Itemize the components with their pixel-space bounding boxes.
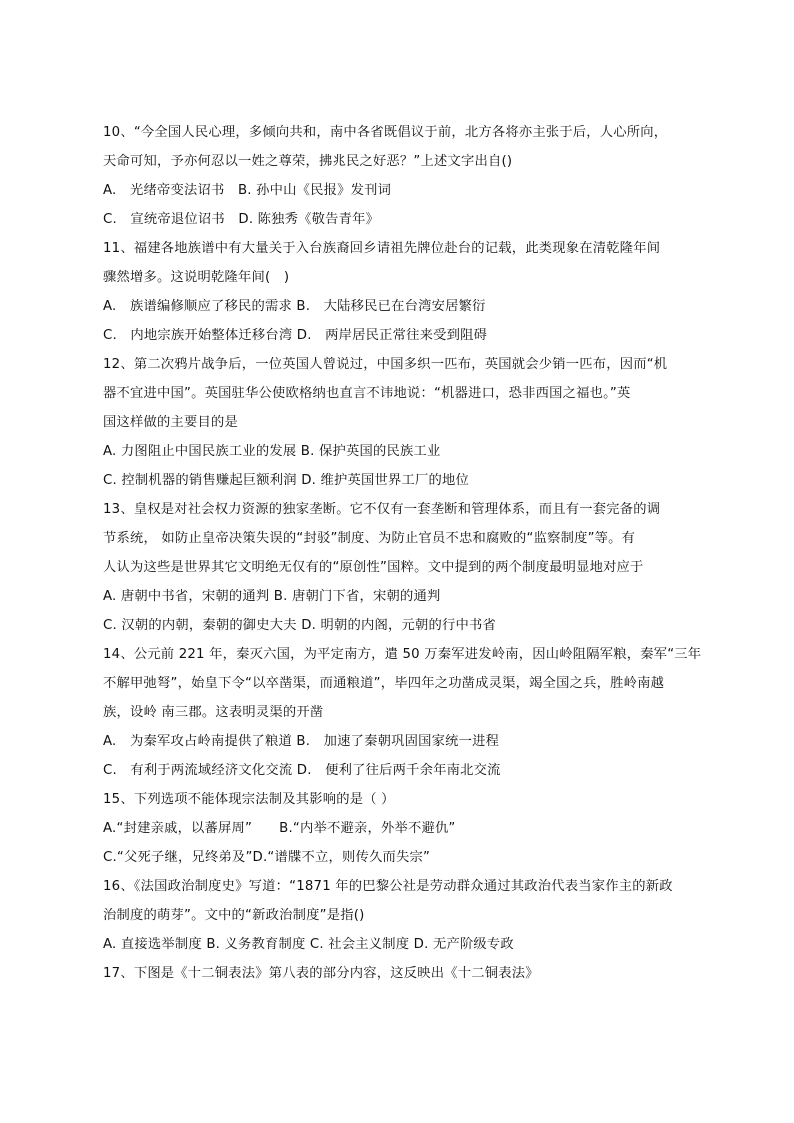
question-12-line-2: 器不宜进中国”。英国驻华公使欧格纳也直言不讳地说：“机器进口，恐非西国之福也。”英: [103, 386, 631, 401]
question-13-line-2: 节系统， 如防止皇帝决策失误的“封驳”制度、为防止官员不忠和腐败的“监察制度”等。有: [103, 531, 636, 546]
question-14-line-1: 14、公元前 221 年，秦灭六国，为平定南方，遣 50 万秦军进发岭南，因山岭阻隔军粮，秦军“三年: [103, 647, 702, 662]
question-13-line-3: 人认为这些是世界其它文明绝无仅有的“原创性”国粹。文中提到的两个制度最明显地对应于: [103, 560, 644, 575]
question-14-options-ab: A. 为秦军攻占岭南提供了粮道 B. 加速了秦朝巩固国家统一进程: [103, 734, 500, 749]
question-11-line-2: 骤然增多。这说明乾隆年间( ): [103, 270, 290, 285]
question-10-options-cd: C. 宣统帝退位诏书 D. 陈独秀《敬告青年》: [103, 212, 380, 227]
question-15-options-cd: C.“父死子继，兄终弟及”D.“谱牒不立，则传久而失宗”: [103, 850, 431, 865]
question-13-options-cd: C. 汉朝的内朝，秦朝的御史大夫 D. 明朝的内阁，元朝的行中书省: [103, 618, 496, 633]
question-16-line-1: 16、《法国政治制度史》写道：“1871 年的巴黎公社是劳动群众通过其政治代表当家作主的新政: [103, 879, 673, 894]
question-10-line-1: 10、“今全国人民心理，多倾向共和，南中各省既倡议于前，北方各将亦主张于后，人心所向，: [103, 125, 668, 140]
question-12-options-cd: C. 控制机器的销售赚起巨额利润 D. 维护英国世界工厂的地位: [103, 473, 469, 488]
question-16-options: A. 直接选举制度 B. 义务教育制度 C. 社会主义制度 D. 无产阶级专政: [103, 937, 514, 952]
question-13-options-ab: A. 唐朝中书省，宋朝的通判 B. 唐朝门下省，宋朝的通判: [103, 589, 441, 604]
question-12-line-1: 12、第二次鸦片战争后，一位英国人曾说过，中国多织一匹布，英国就会少销一匹布，因而“机: [103, 357, 668, 372]
question-14-options-cd: C. 有利于两流域经济文化交流 D. 便利了往后两千余年南北交流: [103, 763, 501, 778]
question-14-line-2: 不解甲弛弩”，始皇下令“以卒凿渠，而通粮道”，毕四年之功凿成灵渠，竭全国之兵，胜岭南越: [103, 676, 665, 691]
question-11-options-ab: A. 族谱编修顺应了移民的需求 B. 大陆移民已在台湾安居繁衍: [103, 299, 486, 314]
question-15-options-ab: A.“封建亲戚，以蕃屏周” B.“内举不避亲，外举不避仇”: [103, 821, 456, 836]
question-13-line-1: 13、皇权是对社会权力资源的独家垄断。它不仅有一套垄断和管理体系，而且有一套完备的调: [103, 502, 661, 517]
question-11-options-cd: C. 内地宗族开始整体迁移台湾 D. 两岸居民正常往来受到阻碍: [103, 328, 488, 343]
question-10-line-2: 天命可知，予亦何忍以一姓之尊荣，拂兆民之好恶？”上述文字出自(): [103, 154, 513, 169]
question-10-options-ab: A. 光绪帝变法诏书 B. 孙中山《民报》发刊词: [103, 183, 392, 198]
question-12-line-3: 国这样做的主要目的是: [103, 415, 238, 430]
question-15-line-1: 15、下列选项不能体现宗法制及其影响的是（ ）: [103, 792, 395, 807]
question-16-line-2: 治制度的萌芽”。文中的“新政治制度”是指(): [103, 908, 365, 923]
question-14-line-3: 族，设岭 南三郡。这表明灵渠的开凿: [103, 705, 324, 720]
question-11-line-1: 11、福建各地族谱中有大量关于入台族裔回乡请祖先牌位赴台的记载，此类现象在清乾隆年间: [103, 241, 661, 256]
question-12-options-ab: A. 力图阻止中国民族工业的发展 B. 保护英国的民族工业: [103, 444, 441, 459]
question-17-line-1: 17、下图是《十二铜表法》第八表的部分内容，这反映出《十二铜表法》: [103, 966, 539, 981]
